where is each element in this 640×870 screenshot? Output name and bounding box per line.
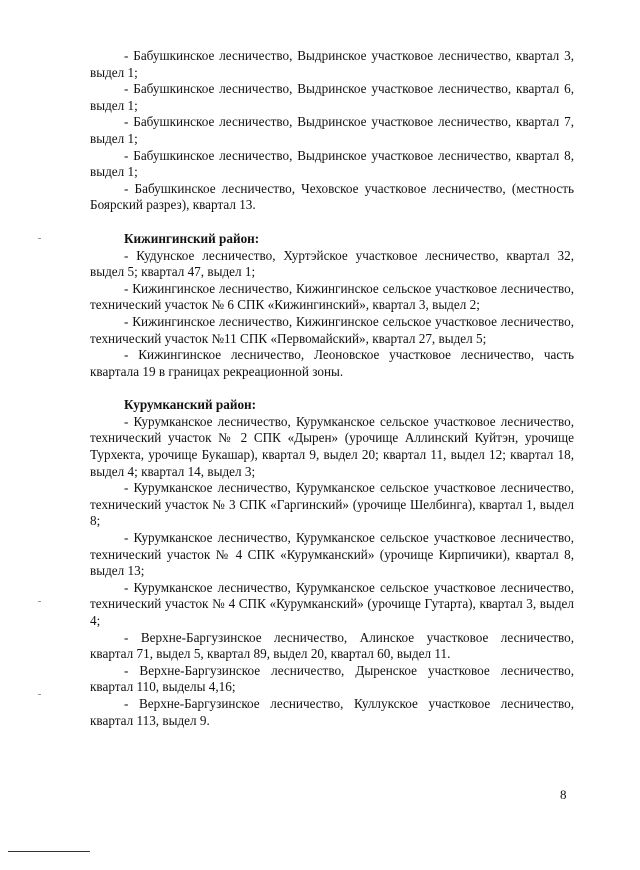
- list-item: - Курумканское лесничество, Курумканское сельское участковое лесничество, технический участок № 4 СПК «Курумканский» (урочище Гутарта), квартал 3, выдел 4;: [90, 579, 574, 628]
- kurumkan-section: [90, 397, 574, 729]
- babushkin-list: [90, 48, 574, 214]
- list-item: - Бабушкинское лесничество, Выдринское участковое лесничество, квартал 8, выдел 1;: [90, 147, 574, 180]
- page-number: 8: [560, 787, 567, 802]
- kizhinga-section: [90, 231, 574, 380]
- list-item: - Бабушкинское лесничество, Выдринское участковое лесничество, квартал 7, выдел 1;: [90, 114, 574, 146]
- list-item: - Курумканское лесничество, Курумканское сельское участковое лесничество, технический участок № 3 СПК «Гаргинский» (урочище Шелбинга), квартал 1, выдел 8;: [90, 480, 574, 529]
- margin-mark: [38, 238, 41, 239]
- list-item: - Бабушкинское лесничество, Выдринское участковое лесничество, квартал 6, выдел 1;: [90, 81, 574, 113]
- list-item: - Курумканское лесничество, Курумканское сельское участковое лесничество, технический участок № 4 СПК «Курумканский» (урочище Кирпичики), квартал 8, выдел 13;: [90, 530, 574, 579]
- section-gap: [90, 380, 574, 397]
- list-item: - Кижингинское лесничество, Кижингинское сельское участковое лесничество, технический участок № 6 СПК «Кижингинский», квартал 3, выдел 2;: [90, 280, 574, 313]
- section-heading: Курумканский район:: [124, 397, 257, 413]
- margin-mark: [38, 601, 41, 602]
- list-item: - Верхне-Баргузинское лесничество, Алинское участковое лесничество, квартал 71, выдел 5, квартал 89, выдел 20, квартал 60, выдел 11.: [90, 629, 574, 662]
- margin-mark: [38, 694, 41, 695]
- list-item: - Верхне-Баргузинское лесничество, Куллукское участковое лесничество, квартал 113, выдел 9.: [90, 695, 574, 728]
- list-item: - Кижингинское лесничество, Кижингинское сельское участковое лесничество, технический участок №11 СПК «Первомайский», квартал 27, выдел 5;: [90, 313, 574, 346]
- list-item: - Верхне-Баргузинское лесничество, Дыренское участковое лесничество, квартал 110, выделы 4,16;: [90, 662, 574, 695]
- document-body: [90, 48, 574, 729]
- list-item: - Кижингинское лесничество, Леоновское участковое лесничество, часть квартала 19 в границах рекреационной зоны.: [90, 347, 574, 379]
- list-item: - Бабушкинское лесничество, Чеховское участковое лесничество, (местность Боярский разрез), квартал 13.: [90, 180, 574, 213]
- footer-rule: [8, 851, 90, 852]
- list-item: - Курумканское лесничество, Курумканское сельское участковое лесничество, технический участок № 2 СПК «Дырен» (урочище Аллинский Куйтэн, урочище Турхекта, урочище Букашар), квартал 9, выдел 20; квартал 11, выдел 12; квартал 18, выдел 4; квартал 14, выдел 3;: [90, 413, 574, 479]
- section-gap: [90, 214, 574, 231]
- list-item: - Бабушкинское лесничество, Выдринское участковое лесничество, квартал 3, выдел 1;: [90, 48, 574, 80]
- section-heading: Кижингинский район:: [124, 230, 260, 246]
- list-item: - Кудунское лесничество, Хуртэйское участковое лесничество, квартал 32, выдел 5; квартал 47, выдел 1;: [90, 247, 574, 280]
